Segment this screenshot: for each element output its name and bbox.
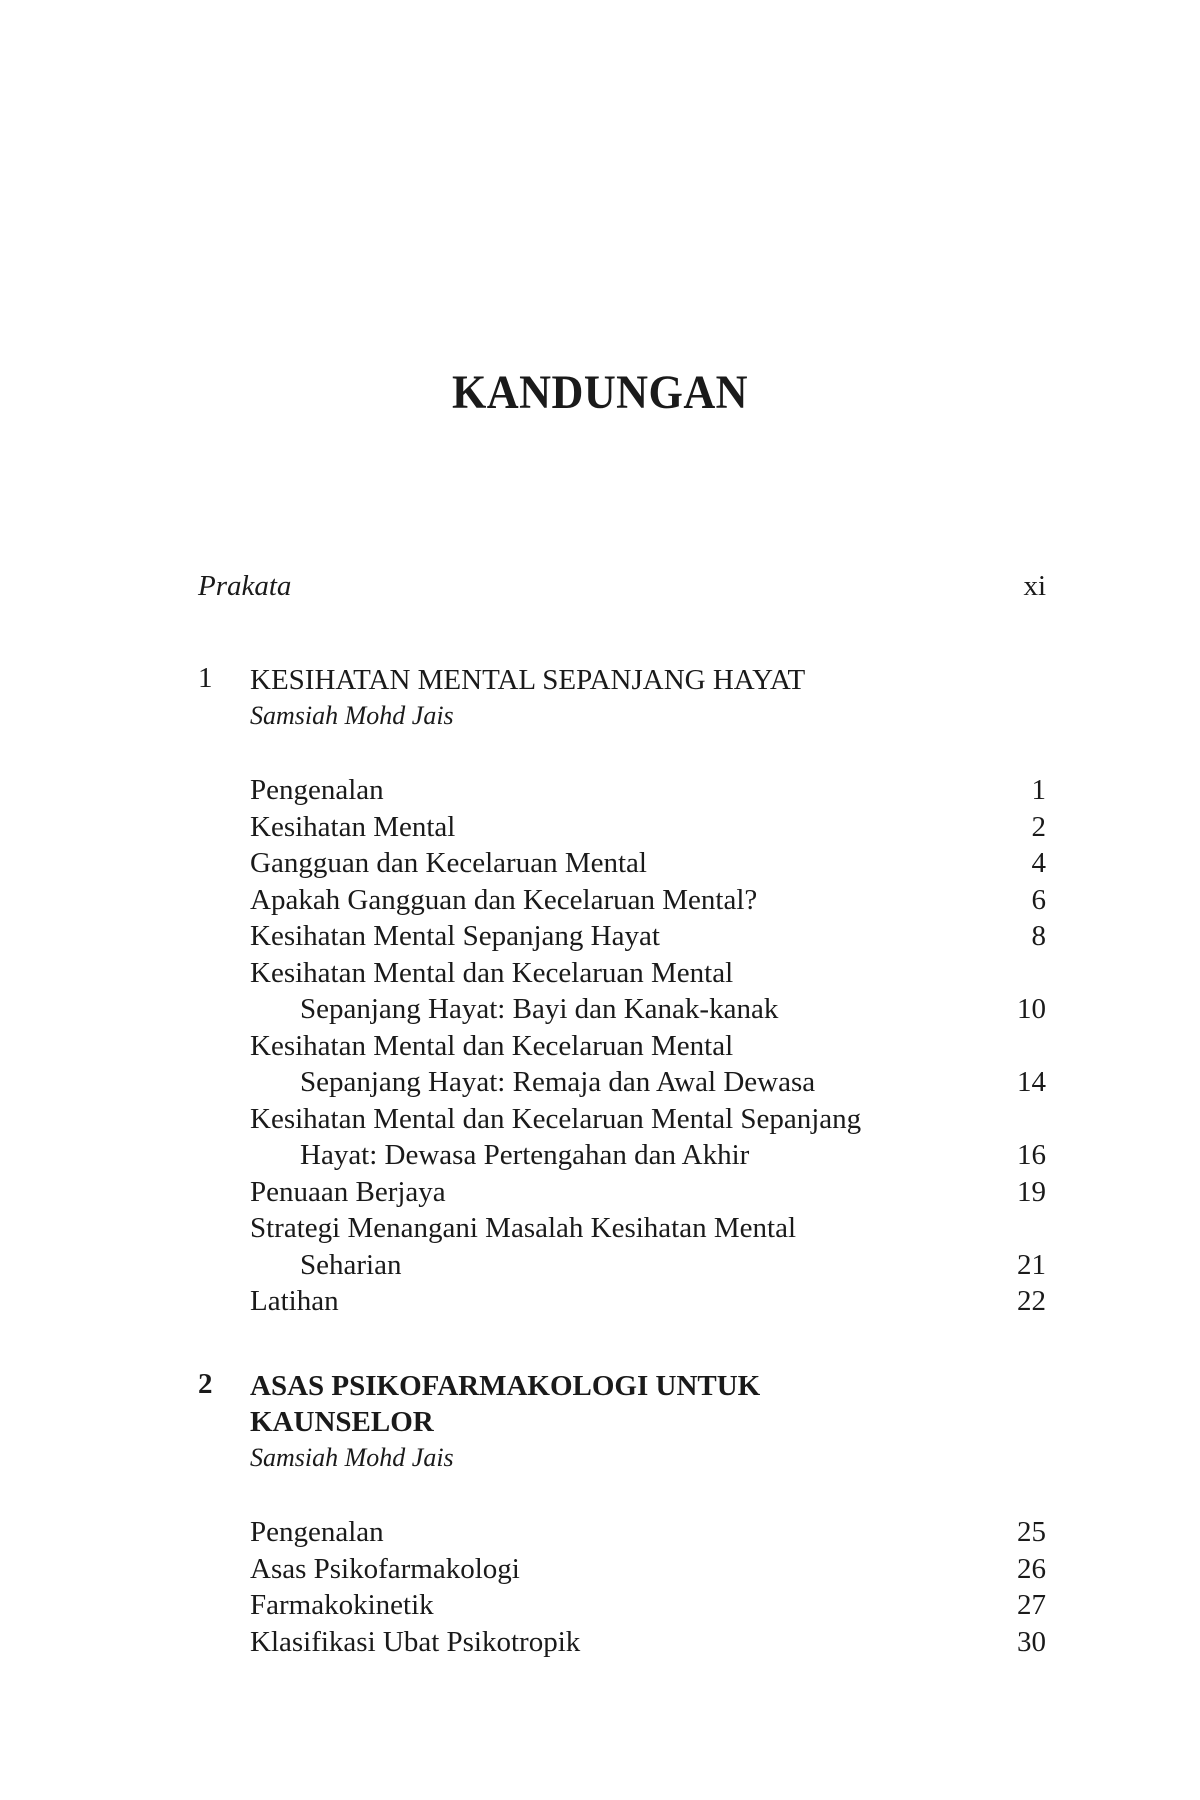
toc-entry[interactable] [250, 1210, 1046, 1283]
chapter-heading[interactable] [198, 1368, 1046, 1440]
toc-entry[interactable] [250, 1174, 1046, 1211]
entry-page: 4 [1031, 847, 1046, 879]
entry-page: 19 [1017, 1175, 1046, 1208]
toc-entry[interactable] [250, 809, 1046, 846]
toc-entry[interactable] [250, 1283, 1046, 1320]
entry-page: 21 [1017, 1248, 1046, 1281]
toc-entry[interactable] [250, 1514, 1046, 1551]
prakata-page: xi [1023, 570, 1046, 602]
chapter-author: Samsiah Mohd Jais [250, 1443, 454, 1472]
prakata-label: Prakata [198, 570, 292, 602]
toc-entry[interactable] [250, 882, 1046, 919]
toc-entry[interactable] [250, 1587, 1046, 1624]
entry-page: 1 [1031, 774, 1046, 806]
entry-text: Strategi Menangani Masalah Kesihatan Mental Seharian [250, 1212, 797, 1281]
chapter-number: 1 [198, 662, 213, 694]
entry-text: Klasifikasi Ubat Psikotropik [250, 1625, 581, 1658]
entry-text: Kesihatan Mental [250, 810, 456, 843]
chapter-title-line: ASAS PSIKOFARMAKOLOGI UNTUK [250, 1370, 761, 1402]
toc-entry[interactable] [250, 955, 1046, 1028]
entry-text: Kesihatan Mental dan Kecelaruan Mental Sepanjang Hayat: Bayi dan Kanak-kanak [250, 956, 779, 1025]
toc-entry[interactable] [250, 1028, 1046, 1101]
entry-page: 30 [1017, 1625, 1046, 1658]
entry-text: Gangguan dan Kecelaruan Mental [250, 847, 647, 879]
entry-text: Kesihatan Mental dan Kecelaruan Mental Sepanjang Hayat: Remaja dan Awal Dewasa [250, 1029, 816, 1098]
toc-entry[interactable] [250, 772, 1046, 809]
toc-entry[interactable] [250, 918, 1046, 955]
toc-entry[interactable] [250, 1624, 1046, 1661]
entry-text: Pengenalan [250, 774, 384, 806]
entry-page: 10 [1017, 993, 1046, 1025]
toc-entry[interactable] [250, 1101, 1046, 1174]
toc-entry[interactable] [250, 845, 1046, 882]
chapter-title [250, 662, 1046, 698]
chapter-number: 2 [198, 1368, 213, 1400]
chapter-title [250, 1368, 1046, 1440]
entry-page: 14 [1017, 1066, 1046, 1098]
entry-page: 6 [1031, 883, 1046, 916]
entry-page: 22 [1017, 1285, 1046, 1317]
entry-page: 25 [1017, 1516, 1046, 1548]
entry-text: Penuaan Berjaya [250, 1175, 446, 1208]
chapter-title-line: KAUNSELOR [250, 1406, 434, 1438]
entry-page: 2 [1031, 810, 1046, 843]
entry-page: 8 [1031, 920, 1046, 952]
entry-text: Apakah Gangguan dan Kecelaruan Mental? [250, 883, 758, 916]
toc-entry-prakata[interactable] [198, 570, 1046, 603]
page-title: KANDUNGAN [451, 366, 749, 419]
chapter-entries [250, 772, 1046, 1320]
entry-page: 26 [1017, 1552, 1046, 1585]
entry-page: 16 [1017, 1139, 1046, 1171]
chapter-entries [250, 1514, 1046, 1660]
entry-text: Asas Psikofarmakologi [250, 1552, 520, 1585]
entry-text: Kesihatan Mental dan Kecelaruan Mental Sepanjang Hayat: Dewasa Pertengahan dan Akhir [250, 1102, 862, 1171]
chapter-title-line: KESIHATAN MENTAL SEPANJANG HAYAT [250, 664, 806, 696]
chapter-1 [198, 662, 1046, 1320]
entry-page: 27 [1017, 1589, 1046, 1621]
entry-text: Kesihatan Mental Sepanjang Hayat [250, 920, 660, 952]
toc-entry[interactable] [250, 1551, 1046, 1588]
entry-text: Latihan [250, 1285, 339, 1317]
entry-text: Pengenalan [250, 1516, 384, 1548]
chapter-author: Samsiah Mohd Jais [250, 701, 454, 730]
chapter-2 [198, 1368, 1046, 1660]
entry-text: Farmakokinetik [250, 1589, 434, 1621]
chapter-heading[interactable] [198, 662, 1046, 698]
